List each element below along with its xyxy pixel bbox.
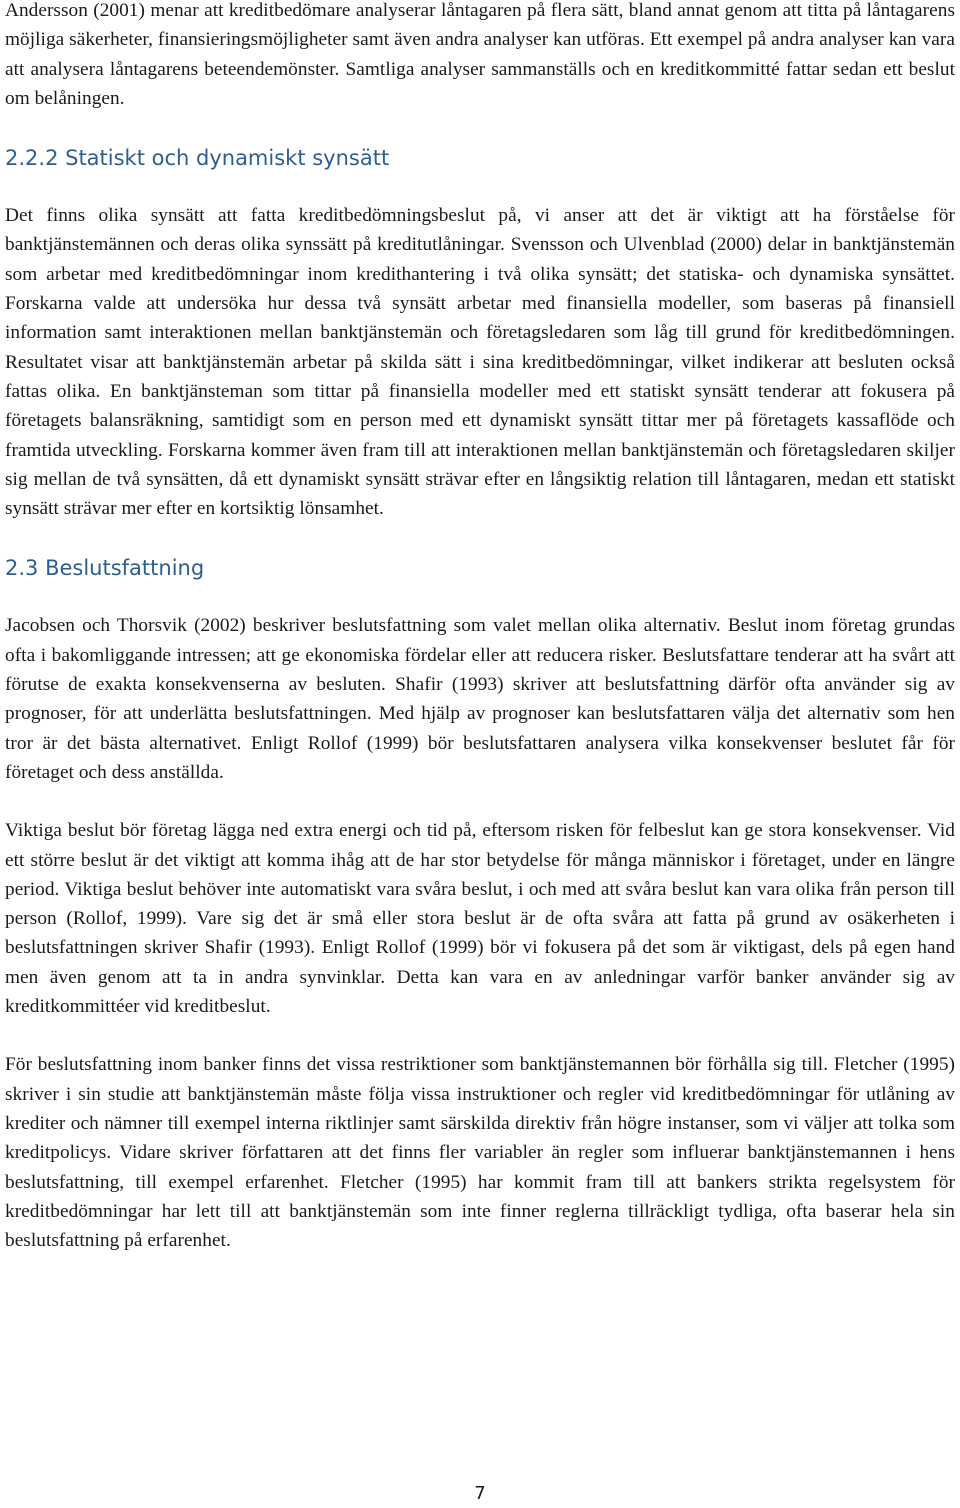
heading-beslutsfattning: 2.3 Beslutsfattning [5, 556, 205, 581]
paragraph-beslutsfattning-3: För beslutsfattning inom banker finns det vissa restriktioner som banktjänstemannen bör förhålla sig till. Fletcher (1995) skriver i sin studie att banktjänstemän måste följa vissa instruktioner och regler vid kreditbedömningar för utlåning av krediter och nämner till exempel interna riktlinjer samt särskilda direktiv från högre instanser, som vi väljer att tolka som kreditpolicys. Vidare skriver författaren att det finns fler variabler än regler som influerar banktjänstemannen i hens beslutsfattning, till exempel erfarenhet. Fletcher (1995) har kommit fram till att bankers strikta regelsystem för kreditbedömningar har lett till att banktjänstemän som inte finner reglerna tillräckligt tydliga, ofta baserar hela sin beslutsfattning på erfarenhet. [5, 1054, 955, 1252]
paragraph-beslutsfattning-1: Jacobsen och Thorsvik (2002) beskriver beslutsfattning som valet mellan olika alternativ. Beslut inom företag grundas ofta i bakomliggande intressen; att ge ekonomiska fördelar eller att reducera risker. Beslutsfattare tenderar att ha svårt att förutse de exakta konsekvenserna av besluten. Shafir (1993) skriver att beslutsfattning därför ofta använder sig av prognoser, för att underlätta beslutsfattningen. Med hjälp av prognoser kan beslutsfattaren välja det alternativ som hen tror är det bästa alternativet. Enligt Rollof (1999) bör beslutsfattaren analysera vilka konsekvenser beslutet får för företaget och dess anställda. [5, 615, 955, 783]
paragraph-beslutsfattning-2: Viktiga beslut bör företag lägga ned extra energi och tid på, eftersom risken för felbeslut kan ge stora konsekvenser. Vid ett större beslut är det viktigt att komma ihåg att de har stor betydelse för många människor i företaget, under en längre period. Viktiga beslut behöver inte automatiskt vara svåra beslut, i och med att svåra beslut kan vara olika från person till person (Rollof, 1999). Vare sig det är små eller stora beslut är de ofta svåra att fatta på grund av osäkerheten i beslutsfattningen skriver Shafir (1993). Enligt Rollof (1999) bör vi fokusera på det som är viktigast, dels på egen hand men även genom att ta in andra synvinklar. Detta kan vara en av anledningar varför banker använder sig av kreditkommittéer vid kreditbeslut. [5, 820, 955, 1018]
paragraph-intro: Andersson (2001) menar att kreditbedömare analyserar låntagaren på flera sätt, bland annat genom att titta på låntagarens möjliga säkerheter, finansieringsmöjligheter samt även andra analyser kan utföras. Ett exempel på andra analyser kan vara att analysera låntagarens beteendemönster. Samtliga analyser sammanställs och en kreditkommitté fattar sedan ett beslut om belåningen. [5, 0, 955, 109]
heading-statiskt-dynamiskt: 2.2.2 Statiskt och dynamiskt synsätt [5, 146, 390, 171]
page-number: 7 [474, 1483, 486, 1504]
paragraph-statiskt-synsatt: Det finns olika synsätt att fatta kreditbedömningsbeslut på, vi anser att det är viktigt att ha förståelse för banktjänstemännen och deras olika synssätt på kreditutlåningar. Svensson och Ulvenblad (2000) delar in banktjänstemän som arbetar med kreditbedömningar inom kredithantering i två olika synsätt; det statiska- och dynamiska synsättet. Forskarna valde att undersöka hur dessa två synsätt arbetar med finansiella modeller, som baseras på finansiell information samt interaktionen mellan banktjänstemän och företagsledaren som låg till grund för kreditbedömningen. Resultatet visar att banktjänstemän arbetar på skilda sätt i sina kreditbedömningar, vilket indikerar att besluten också fattas olika. En banktjänsteman som tittar på finansiella modeller med ett statiskt synsätt tenderar att fokusera på företagets balansräkning, samtidigt som en person med ett dynamiskt synsätt tittar mer på företagets kassaflöde och framtida utveckling. Forskarna kommer även fram till att interaktionen mellan banktjänstemän och företagsledaren skiljer sig mellan de två synsätten, då ett dynamiskt synsätt strävar efter en långsiktig relation till låntagaren, medan ett statiskt synsätt strävar mer efter en kortsiktig lönsamhet. [5, 205, 955, 520]
